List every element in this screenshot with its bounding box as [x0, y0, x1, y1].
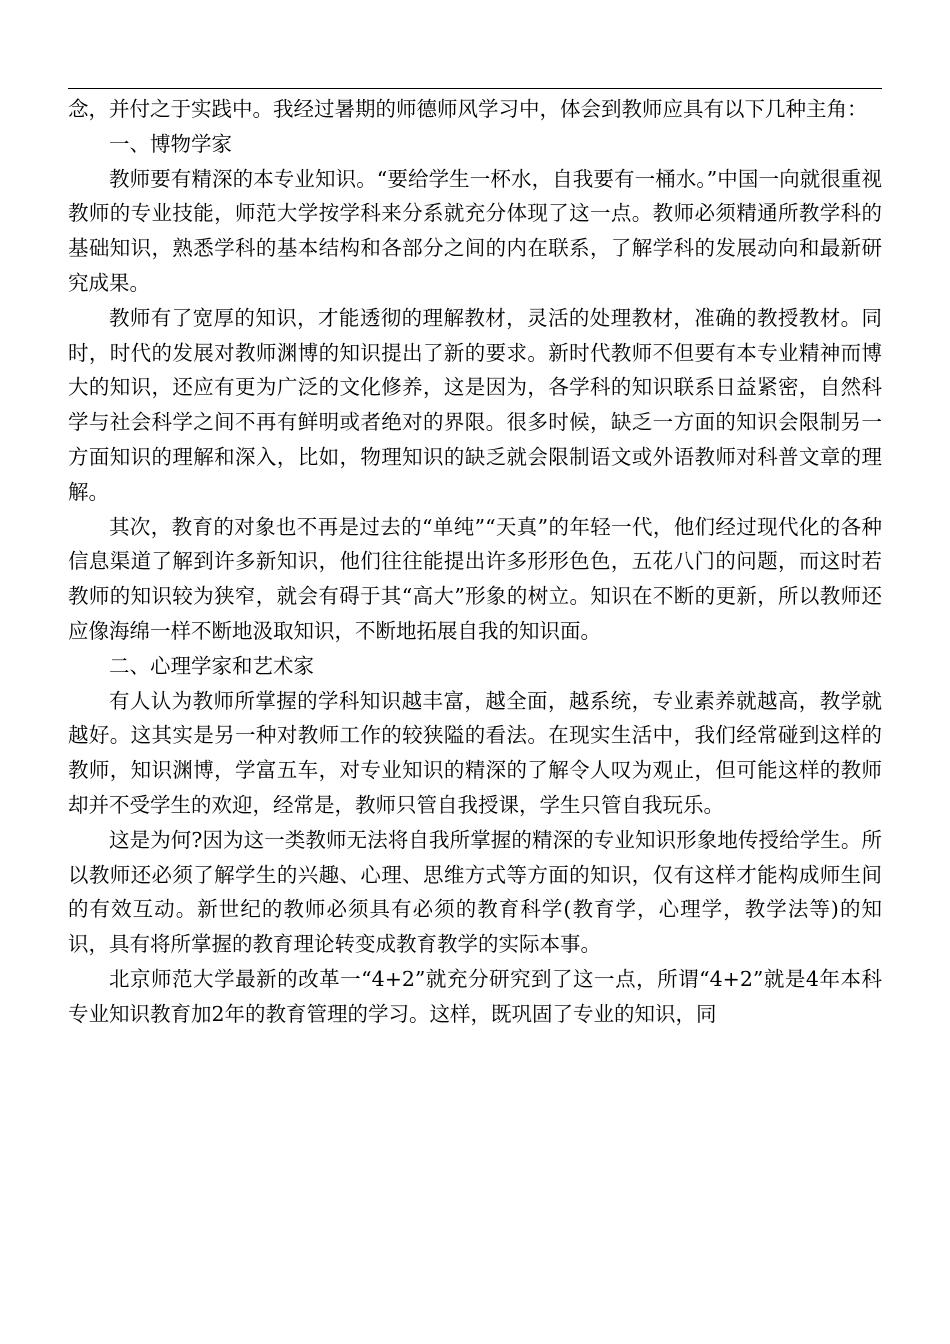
paragraph: 北京师范大学最新的改革一“4+2”就充分研究到了这一点，所谓“4+2”就是4年本科专业知识教育加2年的教育管理的学习。这样，既巩固了专业的知识，同: [68, 966, 882, 1026]
paragraph-continuation: 念，并付之于实践中。我经过暑期的师德师风学习中，体会到教师应具有以下几种主角：: [68, 97, 868, 121]
paragraph: 教师有了宽厚的知识，才能透彻的理解教材，灵活的处理教材，准确的教授教材。同时，时代的发展对教师渊博的知识提出了新的要求。新时代教师不但要有本专业精神而博大的知识，还应有更为广泛的文化修养，这是因为，各学科的知识联系日益紧密，自然科学与社会科学之间不再有鲜明或者绝对的界限。很多时候，缺乏一方面的知识会限制另一方面知识的理解和深入，比如，物理知识的缺乏就会限制语文或外语教师对科普文章的理解。: [68, 305, 882, 504]
paragraph: 有人认为教师所掌握的学科知识越丰富，越全面，越系统，专业素养就越高，教学就越好。这其实是另一种对教师工作的较狭隘的看法。在现实生活中，我们经常碰到这样的教师，知识渊博，学富五车，对专业知识的精深的了解令人叹为观止，但可能这样的教师却并不受学生的欢迎，经常是，教师只管自我授课，学生只管自我玩乐。: [68, 688, 882, 817]
paragraph: 这是为何?因为这一类教师无法将自我所掌握的精深的专业知识形象地传授给学生。所以教师还必须了解学生的兴趣、心理、思维方式等方面的知识，仅有这样才能构成师生间的有效互动。新世纪的教师必须具有必须的教育科学(教育学，心理学，教学法等)的知识，具有将所掌握的教育理论转变成教育教学的实际本事。: [68, 827, 882, 957]
section-heading-naturalist: 一、博物学家: [109, 131, 232, 156]
section-heading-psychologist-artist: 二、心理学家和艺术家: [109, 653, 314, 678]
header-rule: [68, 88, 882, 89]
paragraph: 其次，教育的对象也不再是过去的“单纯”“天真”的年轻一代，他们经过现代化的各种信息渠道了解到许多新知识，他们往往能提出许多形形色色，五花八门的问题，而这时若教师的知识较为狭窄，就会有碍于其“高大”形象的树立。知识在不断的更新，所以教师还应像海绵一样不断地汲取知识，不断地拓展自我的知识面。: [68, 514, 882, 643]
document-body: [68, 92, 882, 1032]
paragraph: 教师要有精深的本专业知识。“要给学生一杯水，自我要有一桶水。”中国一向就很重视教师的专业技能，师范大学按学科来分系就充分体现了这一点。教师必须精通所教学科的基础知识，熟悉学科的基本结构和各部分之间的内在联系，了解学科的发展动向和最新研究成果。: [68, 166, 882, 295]
